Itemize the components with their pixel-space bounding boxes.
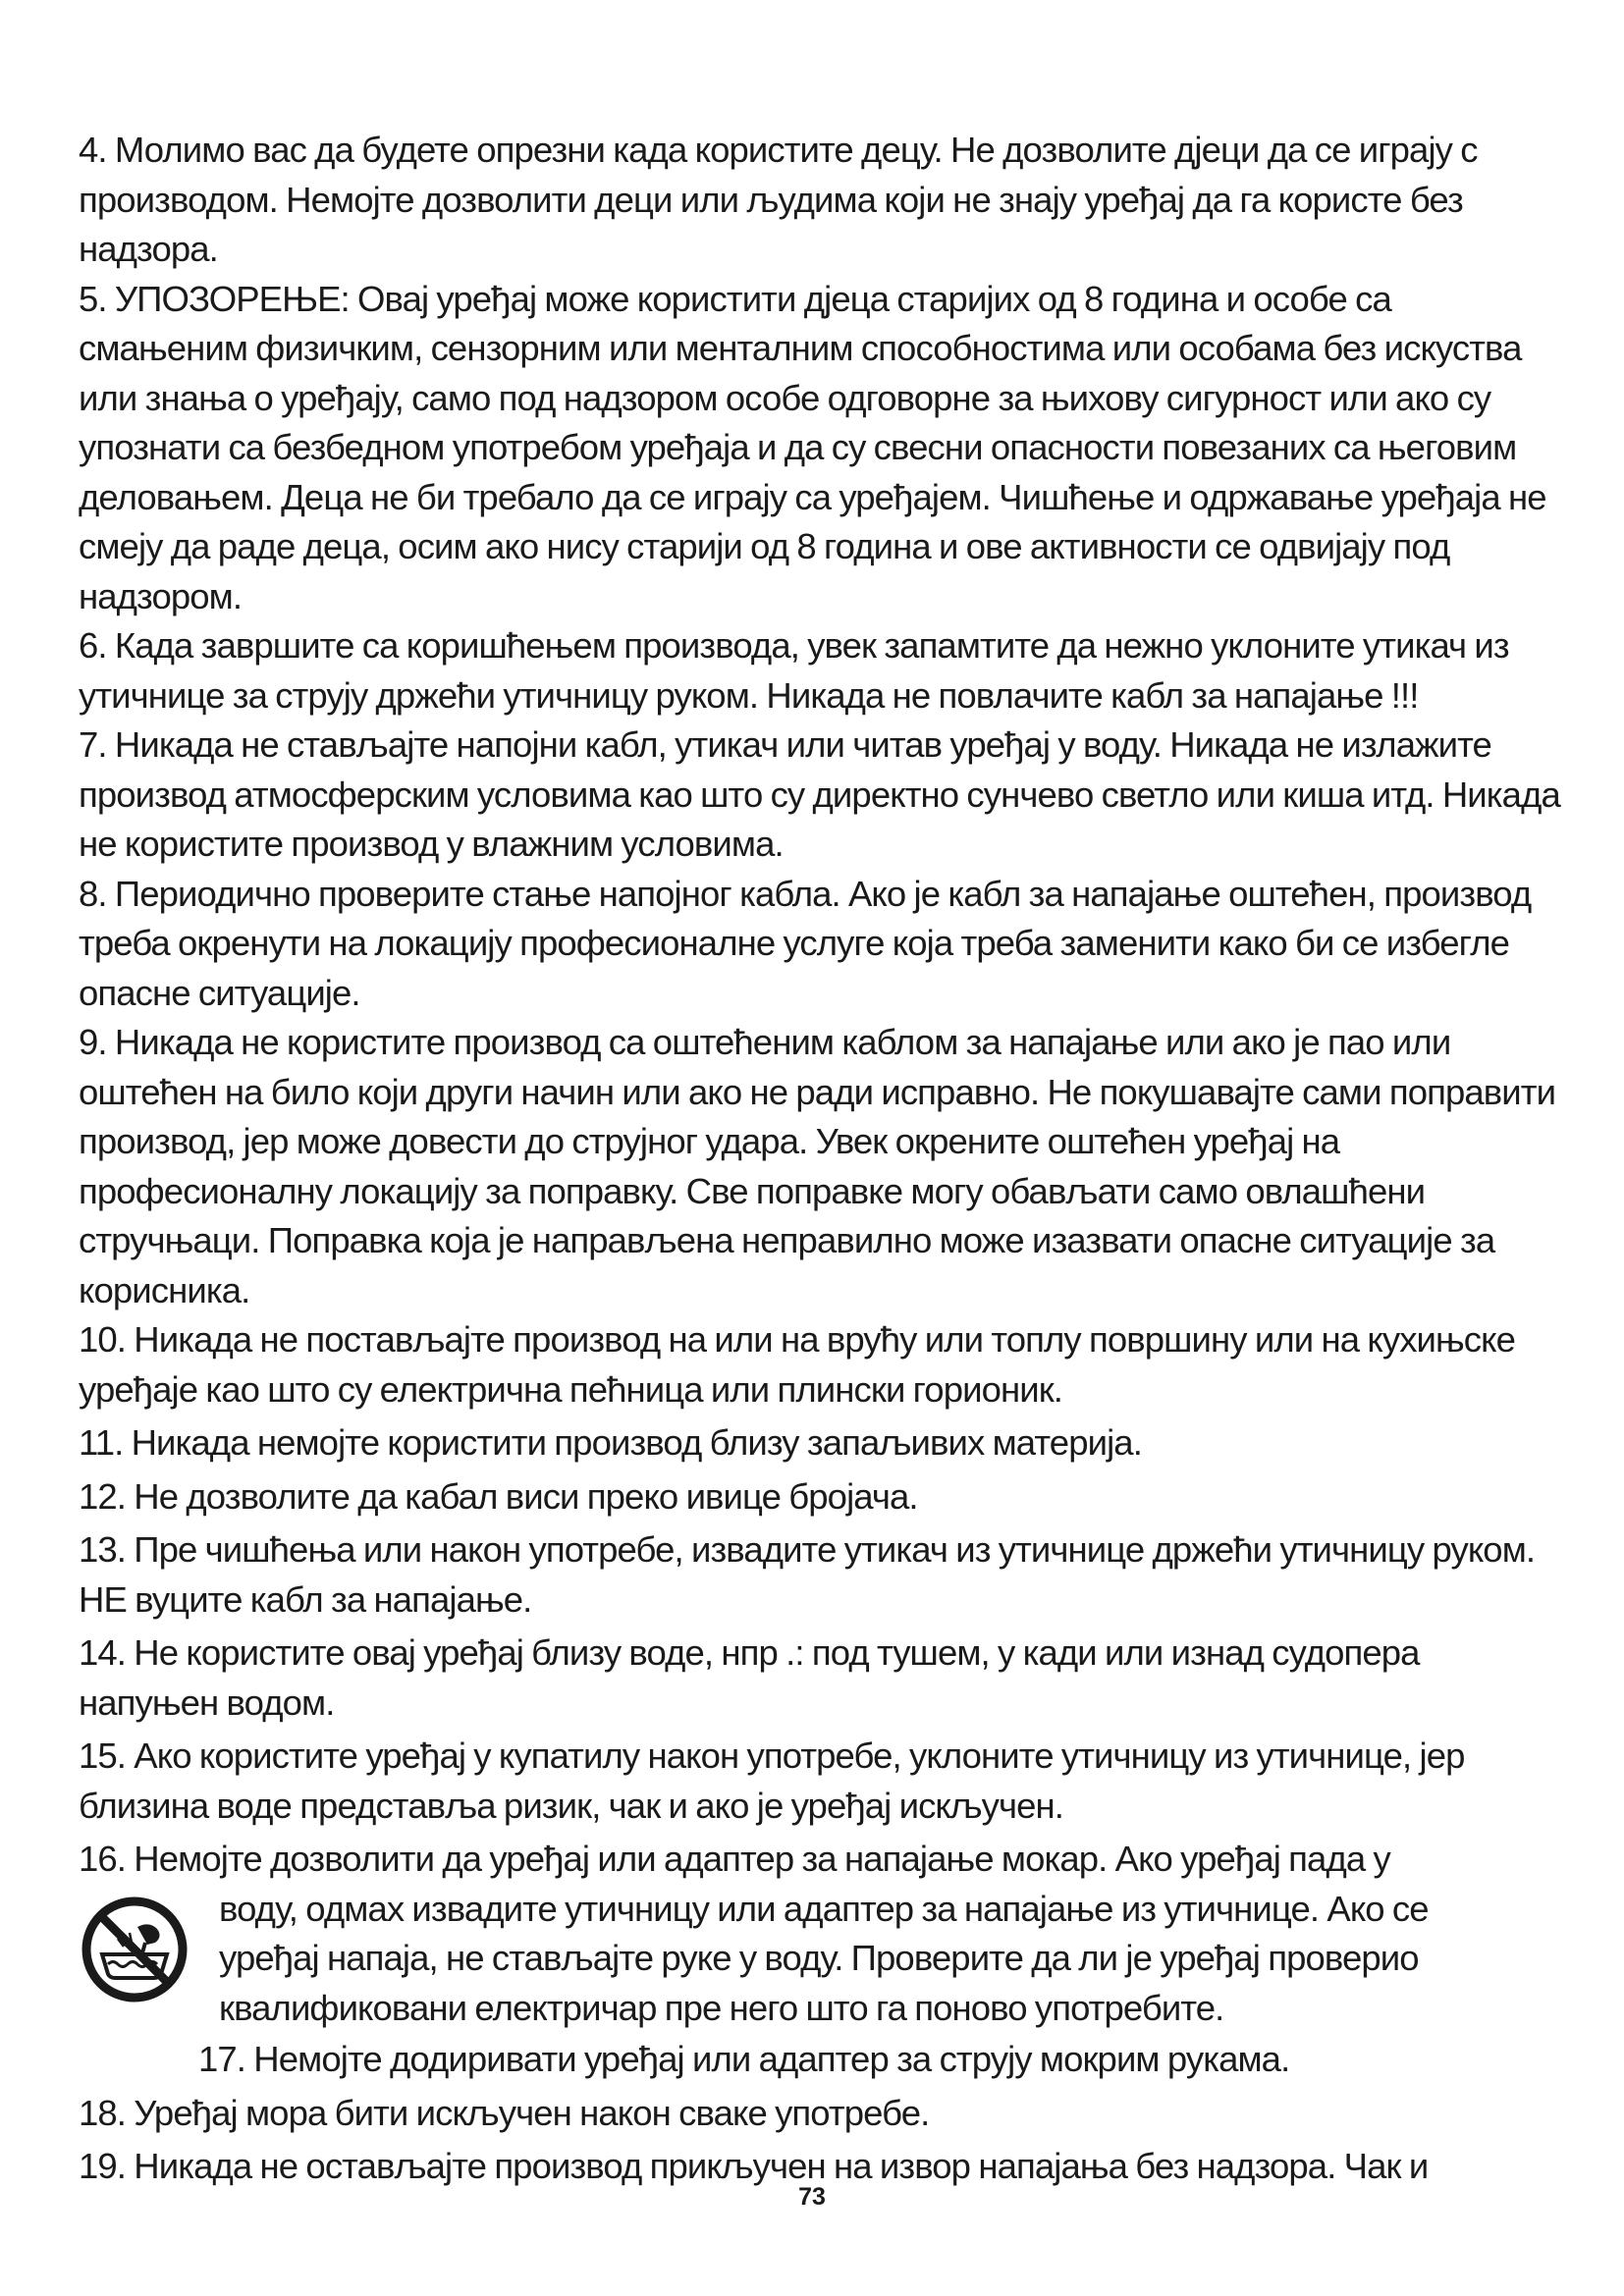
instruction-16-line-3: уређај напаја, не стављајте руке у воду. Проверите да ли је уређај проверио bbox=[219, 1938, 1419, 1978]
instruction-19: 19. Никада не остављајте производ прикључен на извор напајања без надзора. Чак и bbox=[79, 2146, 1429, 2186]
instruction-18: 18. Уређај мора бити искључен након сваке употребе. bbox=[79, 2092, 930, 2133]
no-water-bath-icon bbox=[81, 1896, 189, 2003]
instruction-9: 9. Никада не користите производ са оштећеним каблом за напајање или ако је пао или оштећен на било који други начин или ако не ради исправно. Не покушавајте сами поправити производ, јер може довести до струјног удара. Увек окрените оштећен уређај на професионалну локацију за поправку. Све поправке могу обављати само овлашћени стручњаци. Поправка која је направљена неправилно може изазвати опасне ситуације за корисника. bbox=[79, 1022, 1556, 1310]
instruction-6: 6. Када завршите са коришћењем производа, увек запамтите да нежно уклоните утикач из утичнице за струју држећи утичницу руком. Никада не повлачите кабл за напајање !!! bbox=[79, 625, 1509, 716]
instruction-13: 13. Пре чишћења или након употребе, извадите утикач из утичнице држећи утичницу руком. НЕ вуците кабл за напајање. bbox=[79, 1529, 1536, 1620]
instruction-11: 11. Никада немојте користити производ близу запаљивих материја. bbox=[79, 1422, 1142, 1463]
instruction-14: 14. Не користите овај уређај близу воде, нпр .: под тушем, у кади или изнад судопера напуњен водом. bbox=[79, 1632, 1420, 1723]
instruction-12: 12. Не дозволите да кабал виси преко ивице бројача. bbox=[79, 1475, 918, 1517]
document-body bbox=[79, 126, 1561, 2192]
instruction-10: 10. Никада не постављајте производ на или на врућу или топлу површину или на кухињске уређаје као што су електрична пећница или плински горионик. bbox=[79, 1319, 1516, 1410]
page-number: 73 bbox=[798, 2183, 826, 2211]
instruction-5: 5. УПОЗОРЕЊЕ: Овај уређај може користити дјеца старијих од 8 година и особе са смањеним физичким, сензорним или менталним способностима или особама без искуства или знања о уређају, само под надзором особе одговорне за њихову сигурност или ако су упознати са безбедном употребом уређаја и да су свесни опасности повезаних са његовим деловањем. Деца не би требало да се играју са уређајем. Чишћење и одржавање уређаја не смеју да раде деца, осим ако нису старији од 8 година и ове активности се одвијају под надзором. bbox=[79, 278, 1546, 616]
instruction-17: 17. Немојте додиривати уређај или адаптер за струју мокрим рукама. bbox=[198, 2039, 1290, 2079]
instruction-4: 4. Молимо вас да будете опрезни када користите децу. Не дозволите дјеци да се играју с производом. Немојте дозволити деци или људима који не знају уређај да га користе без надзора. bbox=[79, 130, 1478, 269]
instruction-16-line-1: 16. Немојте дозволити да уређај или адаптер за напајање мокар. Ако уређај пада у bbox=[79, 1839, 1390, 1879]
instruction-8: 8. Периодично проверите стање напојног кабла. Ако је кабл за напајање оштећен, производ треба окренути на локацију професионалне услуге која треба заменити како би се избегле опасне ситуације. bbox=[79, 873, 1532, 1013]
instruction-15: 15. Ако користите уређај у купатилу након употребе, уклоните утичницу из утичнице, јер близина воде представља ризик, чак и ако је уређај искључен. bbox=[79, 1735, 1465, 1826]
instruction-16-line-4: квалификовани електричар пре него што га поново употребите. bbox=[219, 1987, 1224, 2028]
instruction-16 bbox=[79, 1835, 1561, 2033]
instruction-7: 7. Никада не стављајте напојни кабл, утикач или читав уређај у воду. Никада не излажите производ атмосферским условима као што су директно сунчево светло или киша итд. Никада не користите производ у влажним условима. bbox=[79, 724, 1560, 864]
instruction-16-line-2: воду, одмах извадите утичницу или адаптер за напајање из утичнице. Ако се bbox=[219, 1888, 1429, 1929]
